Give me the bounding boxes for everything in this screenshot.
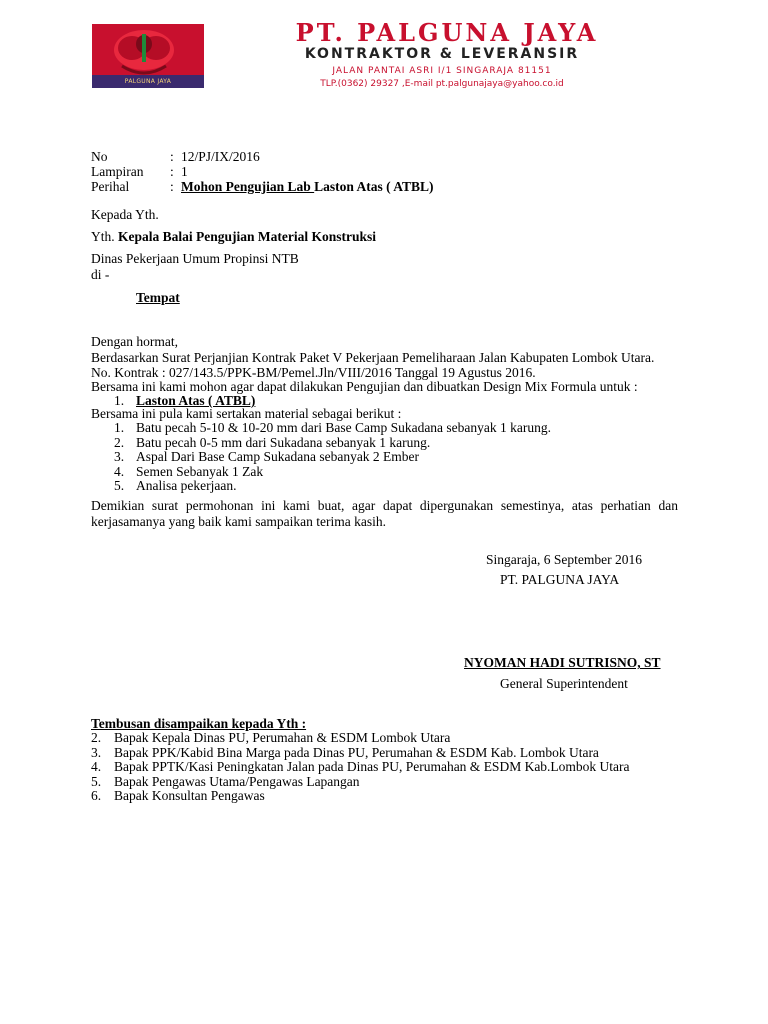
signature-company: PT. PALGUNA JAYA [500, 572, 620, 587]
perihal-label: Perihal [91, 179, 130, 194]
body-line-1: Berdasarkan Surat Perjanjian Kontrak Paket V Pekerjaan Pemeliharaan Jalan Kabupaten Lombok Utara. [91, 350, 655, 365]
list-item-num: 5. [114, 478, 125, 493]
list-item-text: Semen Sebanyak 1 Zak [136, 463, 264, 479]
dinas-line: Dinas Pekerjaan Umum Propinsi NTB [91, 251, 299, 266]
list-item-num: 6. [91, 788, 102, 803]
list-item-num: 2. [91, 730, 102, 745]
company-name: PT. PALGUNA JAYA [295, 18, 599, 47]
list-item-text: Bapak PPK/Kabid Bina Marga pada Dinas PU, Perumahan & ESDM Kab. Lombok Utara [114, 744, 599, 760]
company-subtitle: KONTRAKTOR & LEVERANSIR [304, 46, 580, 62]
lampiran-colon: : [170, 164, 174, 179]
list-item-text: Bapak PPTK/Kasi Peningkatan Jalan pada Dinas PU, Perumahan & ESDM Kab.Lombok Utara [114, 759, 630, 774]
list-item-text: Bapak Pengawas Utama/Pengawas Lapangan [114, 773, 360, 789]
di-line: di - [91, 267, 110, 282]
list-item-num: 3. [91, 744, 102, 760]
place-date: Singaraja, 6 September 2016 [486, 552, 642, 567]
perihal-part2: Laston Atas ( ATBL) [314, 179, 434, 194]
recipient-line [91, 230, 376, 245]
signatory-name: NYOMAN HADI SUTRISNO, ST [464, 655, 661, 670]
perihal-colon: : [170, 179, 174, 194]
list-item-num: 4. [114, 463, 125, 479]
list-item-num: 5. [91, 773, 102, 789]
recipient-name: Kepala Balai Pengujian Material Konstruksi [118, 229, 377, 244]
lampiran-value: 1 [181, 164, 188, 179]
company-contact: TLP.(0362) 29327 ,E-mail pt.palgunajaya@yahoo.co.id [320, 79, 564, 89]
kepada-line: Kepada Yth. [91, 207, 159, 222]
list-item-text: Bapak Konsultan Pengawas [114, 788, 265, 803]
perihal-value [181, 180, 434, 195]
tempat-line: Tempat [136, 290, 180, 305]
lampiran-label: Lampiran [91, 164, 144, 179]
greeting: Dengan hormat, [91, 334, 178, 349]
company-address: JALAN PANTAI ASRI I/1 SINGARAJA 81151 [332, 66, 552, 76]
request-item-num: 1. [114, 393, 125, 408]
list-item-text: Batu pecah 5-10 & 10-20 mm dari Base Camp Sukadana sebanyak 1 karung. [136, 420, 552, 435]
list-item-text: Batu pecah 0-5 mm dari Sukadana sebanyak 1 karung. [136, 434, 431, 450]
body-line-2: No. Kontrak : 027/143.5/PPK-BM/Pemel.Jln/VIII/2016 Tanggal 19 Agustus 2016. [91, 365, 536, 380]
list-item-num: 2. [114, 434, 125, 450]
list-item-num: 3. [114, 449, 125, 464]
logo-text: PALGUNA JAYA [124, 78, 172, 85]
no-label: No [91, 149, 108, 164]
no-colon: : [170, 149, 174, 164]
perihal-part1: Mohon Pengujian Lab [181, 179, 315, 194]
yth-prefix: Yth. [91, 229, 118, 244]
list-item-text: Aspal Dari Base Camp Sukadana sebanyak 2 Ember [136, 449, 420, 464]
cc-heading: Tembusan disampaikan kepada Yth : [91, 716, 307, 731]
company-logo [92, 24, 204, 88]
list-item-text: Analisa pekerjaan. [136, 478, 237, 493]
list-item-num: 4. [91, 759, 102, 774]
body-line-3: Bersama ini kami mohon agar dapat dilakukan Pengujian dan dibuatkan Design Mix Formula untuk : [91, 379, 638, 394]
no-value: 12/PJ/IX/2016 [181, 149, 260, 164]
body-line-4: Bersama ini pula kami sertakan material sebagai berikut : [91, 406, 402, 421]
list-item-num: 1. [114, 420, 125, 435]
request-item-text: Laston Atas ( ATBL) [136, 393, 256, 408]
list-item-text: Bapak Kepala Dinas PU, Perumahan & ESDM Lombok Utara [114, 730, 451, 745]
signatory-title: General Superintendent [500, 676, 628, 691]
closing-paragraph: Demikian surat permohonan ini kami buat, agar dapat dipergunakan semestinya, atas perhatian dan kerjasamanya yang baik kami sampaikan terima kasih. [91, 498, 678, 529]
